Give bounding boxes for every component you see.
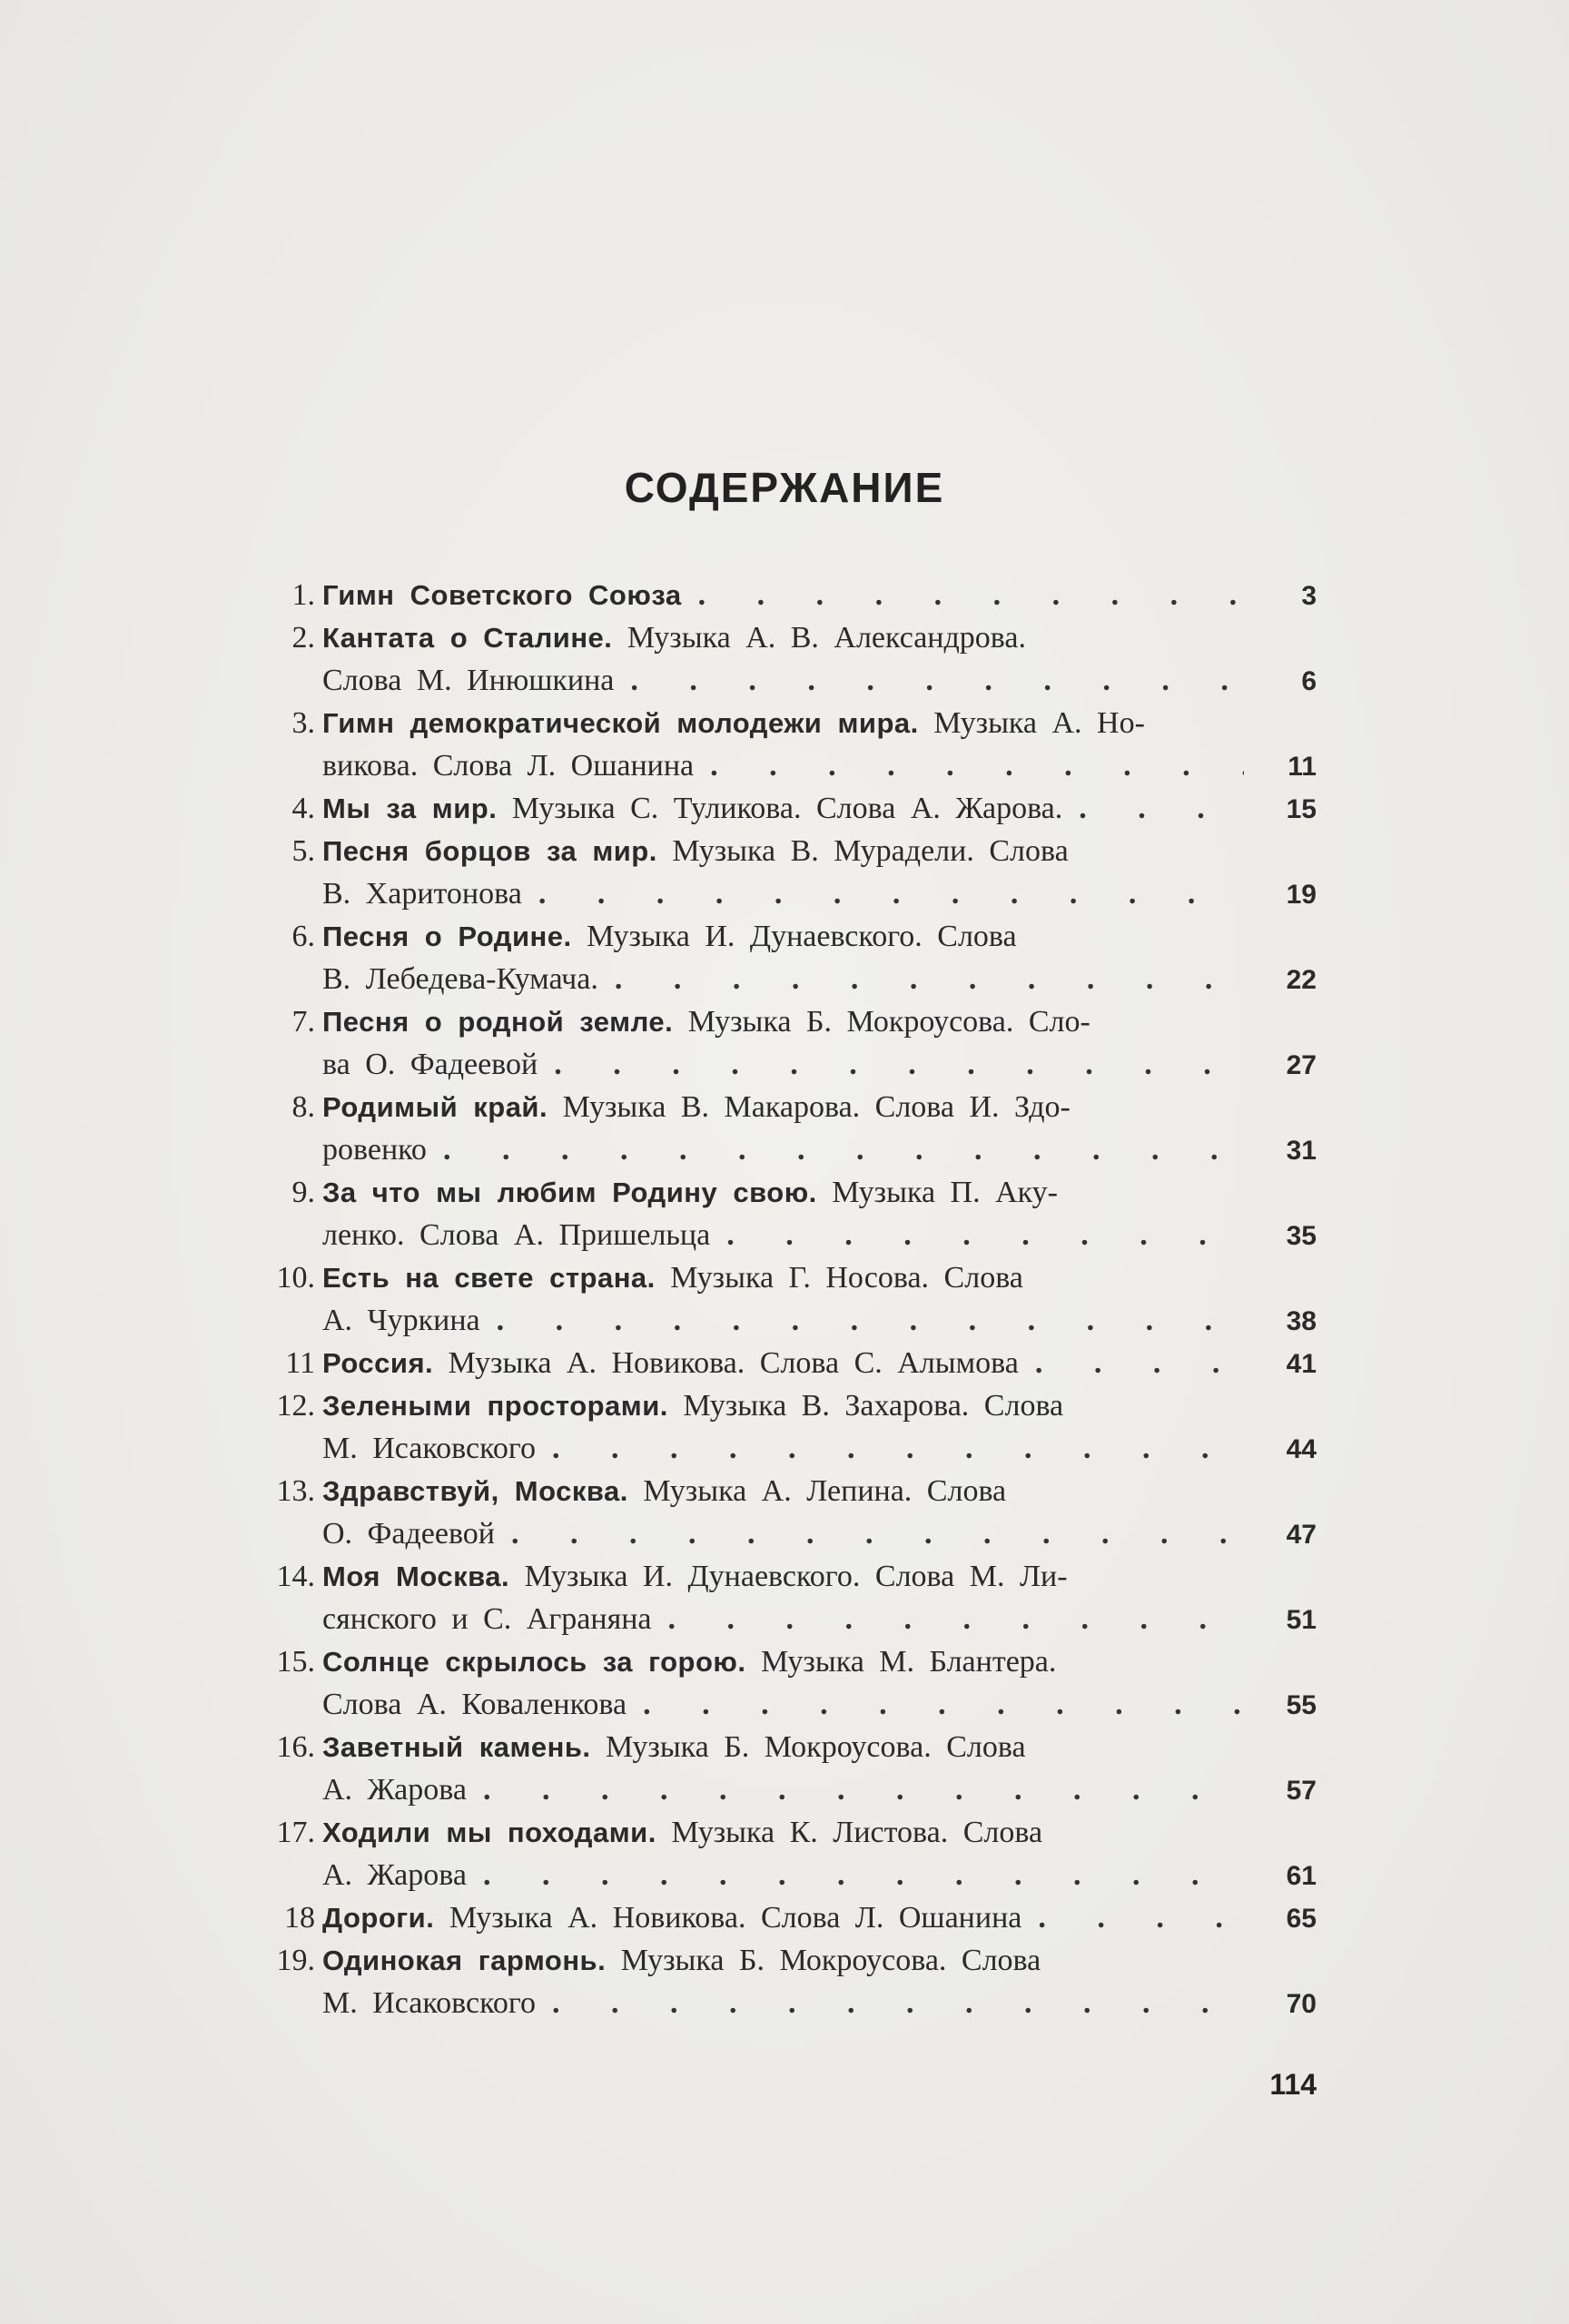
toc-entry-line xyxy=(263,1939,1317,1982)
entry-page-number: 31 xyxy=(1286,1136,1317,1166)
entry-number: 6. xyxy=(291,920,315,953)
entry-text xyxy=(322,1939,1041,1982)
credits: Музыка А. Новикова. Слова С. Алымова xyxy=(433,1346,1019,1380)
credits-continued: А. Жарова xyxy=(322,1858,467,1892)
toc-entry-line xyxy=(263,616,1317,659)
credits: Музыка В. Мурадели. Слова xyxy=(656,834,1069,868)
entry-number: 19. xyxy=(276,1944,315,1977)
toc-entry xyxy=(263,616,1317,702)
entry-text xyxy=(322,830,1069,872)
entry-number: 8. xyxy=(291,1090,315,1124)
song-title: Дороги. xyxy=(322,1902,435,1934)
dot-leader xyxy=(522,872,1244,915)
credits: Музыка С. Туликова. Слова А. Жарова. xyxy=(497,792,1063,825)
credits: Музыка Б. Мокроусова. Слова xyxy=(606,1944,1041,1977)
entry-text xyxy=(322,702,1145,744)
entry-number: 12. xyxy=(276,1389,315,1423)
toc-entry-line xyxy=(263,787,1317,830)
entry-page-number: 19 xyxy=(1286,880,1317,910)
page-title: СОДЕРЖАНИЕ xyxy=(624,464,945,511)
entry-number: 13. xyxy=(276,1474,315,1508)
entry-text xyxy=(322,787,1062,830)
song-title: Мы за мир. xyxy=(322,793,498,824)
toc-entry xyxy=(263,1256,1317,1342)
dot-leader xyxy=(467,1854,1244,1896)
dot-leader xyxy=(627,1683,1244,1726)
dot-leader xyxy=(598,958,1244,1000)
dot-leader xyxy=(536,1427,1244,1470)
entry-page-number: 65 xyxy=(1286,1904,1317,1934)
dot-leader xyxy=(495,1512,1244,1555)
entry-text xyxy=(322,1342,1019,1384)
credits: Музыка В. Захарова. Слова xyxy=(667,1389,1064,1423)
entry-number: 16. xyxy=(276,1730,315,1764)
toc-entry xyxy=(263,1555,1317,1640)
toc-entry-line xyxy=(263,1427,1317,1470)
credits: Музыка А. Лепина. Слова xyxy=(627,1474,1007,1508)
song-title: Кантата о Сталине. xyxy=(322,622,613,654)
dot-leader xyxy=(536,1982,1244,2024)
song-title: Песня о родной земле. xyxy=(322,1006,674,1038)
toc-entry xyxy=(263,574,1317,616)
dot-leader xyxy=(480,1299,1244,1342)
song-title: Зелеными просторами. xyxy=(322,1390,668,1422)
dot-leader xyxy=(538,1043,1244,1086)
entry-text xyxy=(322,574,682,616)
toc-entry-line xyxy=(263,1683,1317,1726)
credits-continued: В. Лебедева-Кумача. xyxy=(322,962,598,996)
song-title: Песня о Родине. xyxy=(322,921,572,952)
entry-text xyxy=(322,1555,1068,1598)
entry-page-number: 61 xyxy=(1286,1861,1317,1891)
credits-continued: викова. Слова Л. Ошанина xyxy=(322,749,695,783)
entry-number: 10. xyxy=(276,1261,315,1295)
toc-entry xyxy=(263,915,1317,1000)
toc-entry-line xyxy=(263,702,1317,744)
entry-number: 1. xyxy=(291,578,315,612)
toc-entry-line xyxy=(263,915,1317,958)
entry-page-number: 51 xyxy=(1286,1605,1317,1635)
toc-entry-line xyxy=(263,1854,1317,1896)
toc-entry xyxy=(263,1640,1317,1726)
entry-text xyxy=(322,1470,1006,1512)
toc-entry-line xyxy=(263,1342,1317,1384)
song-title: Моя Москва. xyxy=(322,1561,510,1592)
credits-continued: М. Исаковского xyxy=(322,1432,537,1465)
entry-number: 2. xyxy=(291,621,315,655)
entry-page-number: 27 xyxy=(1286,1050,1317,1080)
entry-text xyxy=(322,915,1017,958)
dot-leader xyxy=(1062,787,1244,830)
credits: Музыка П. Аку- xyxy=(816,1176,1059,1209)
entry-page-number: 55 xyxy=(1286,1690,1317,1720)
entry-number: 4. xyxy=(291,792,315,825)
song-title: Одинокая гармонь. xyxy=(322,1945,607,1976)
toc-entry-line xyxy=(263,744,1317,787)
entry-page-number: 22 xyxy=(1286,965,1317,995)
entry-page-number: 11 xyxy=(1288,752,1317,782)
toc-entry-line xyxy=(263,1171,1317,1214)
credits-continued: сянского и С. Аграняна xyxy=(322,1602,652,1636)
toc-entry xyxy=(263,1000,1317,1086)
entry-page-number: 3 xyxy=(1301,581,1317,611)
toc-entry-line xyxy=(263,1896,1317,1939)
toc-entry-line xyxy=(263,1768,1317,1811)
toc-entry-line xyxy=(263,958,1317,1000)
credits-continued: О. Фадеевой xyxy=(322,1517,496,1551)
entry-number: 17. xyxy=(276,1816,315,1849)
toc-entry xyxy=(263,1086,1317,1171)
credits: Музыка Г. Носова. Слова xyxy=(655,1261,1023,1295)
credits: Музыка А. В. Александрова. xyxy=(612,621,1026,655)
toc-entry xyxy=(263,1811,1317,1896)
toc-entry xyxy=(263,1171,1317,1256)
toc-entry xyxy=(263,1939,1317,2024)
entry-text xyxy=(322,1256,1023,1299)
toc-entry xyxy=(263,830,1317,915)
credits-continued: ва О. Фадеевой xyxy=(322,1048,538,1081)
song-title: Песня борцов за мир. xyxy=(322,835,657,867)
toc-entry-line xyxy=(263,1555,1317,1598)
credits: Музыка И. Дунаевского. Слова xyxy=(571,920,1017,953)
entry-page-number: 41 xyxy=(1286,1349,1317,1379)
toc-entry-line xyxy=(263,1470,1317,1512)
song-title: Заветный камень. xyxy=(322,1731,591,1763)
song-title: Есть на свете страна. xyxy=(322,1262,656,1294)
dot-leader xyxy=(467,1768,1244,1811)
toc-entry-line xyxy=(263,1299,1317,1342)
entry-number: 9. xyxy=(291,1176,315,1209)
toc-entry-line xyxy=(263,1256,1317,1299)
credits: Музыка А. Новикова. Слова Л. Ошанина xyxy=(434,1901,1022,1935)
entry-page-number: 57 xyxy=(1286,1776,1317,1806)
toc-entry-line xyxy=(263,1128,1317,1171)
entry-page-number: 38 xyxy=(1286,1306,1317,1336)
toc-entry-line xyxy=(263,1214,1317,1256)
toc-entry-line xyxy=(263,659,1317,702)
page-number: 114 xyxy=(1269,2068,1317,2101)
credits: Музыка И. Дунаевского. Слова М. Ли- xyxy=(509,1560,1068,1593)
song-title: Россия. xyxy=(322,1347,434,1379)
entry-page-number: 47 xyxy=(1286,1520,1317,1550)
credits-continued: М. Исаковского xyxy=(322,1986,537,2020)
table-of-contents xyxy=(263,574,1317,2024)
dot-leader xyxy=(1021,1896,1244,1939)
dot-leader xyxy=(614,659,1244,702)
toc-entry xyxy=(263,1470,1317,1555)
song-title: Ходили мы походами. xyxy=(322,1817,656,1848)
dot-leader xyxy=(682,574,1244,616)
credits: Музыка А. Но- xyxy=(918,706,1145,740)
credits: Музыка В. Макарова. Слова И. Здо- xyxy=(548,1090,1071,1124)
toc-entry xyxy=(263,1896,1317,1939)
credits: Музыка Б. Мокроусова. Слова xyxy=(590,1730,1026,1764)
toc-entry-line xyxy=(263,1512,1317,1555)
toc-entry-line xyxy=(263,872,1317,915)
credits-continued: А. Чуркина xyxy=(322,1304,480,1337)
entry-number: 15. xyxy=(276,1645,315,1679)
toc-entry-line xyxy=(263,1000,1317,1043)
toc-entry xyxy=(263,1342,1317,1384)
entry-text xyxy=(322,1171,1058,1214)
toc-entry-line xyxy=(263,1982,1317,2024)
entry-text xyxy=(322,1811,1042,1854)
song-title: За что мы любим Родину свою. xyxy=(322,1177,817,1208)
credits: Музыка М. Блантера. xyxy=(745,1645,1057,1679)
dot-leader xyxy=(1019,1342,1244,1384)
toc-entry-line xyxy=(263,1086,1317,1128)
entry-number: 18 xyxy=(284,1901,315,1935)
credits: Музыка К. Листова. Слова xyxy=(656,1816,1043,1849)
toc-entry-line xyxy=(263,1043,1317,1086)
toc-entry xyxy=(263,1384,1317,1470)
toc-entry-line xyxy=(263,574,1317,616)
entry-text xyxy=(322,1384,1063,1427)
song-title: Гимн демократической молодежи мира. xyxy=(322,707,919,739)
toc-entry-line xyxy=(263,1598,1317,1640)
entry-page-number: 15 xyxy=(1286,794,1317,824)
entry-page-number: 44 xyxy=(1286,1434,1317,1464)
toc-entry-line xyxy=(263,1811,1317,1854)
credits-continued: В. Харитонова xyxy=(322,877,522,911)
toc-entry xyxy=(263,787,1317,830)
credits: Музыка Б. Мокроусова. Сло- xyxy=(673,1005,1090,1039)
entry-page-number: 6 xyxy=(1301,666,1317,696)
toc-entry xyxy=(263,1726,1317,1811)
credits-continued: Слова А. Коваленкова xyxy=(322,1688,627,1721)
entry-text xyxy=(322,1086,1071,1128)
toc-entry-line xyxy=(263,830,1317,872)
dot-leader xyxy=(652,1598,1245,1640)
credits-continued: ровенко xyxy=(322,1133,427,1167)
song-title: Родимый край. xyxy=(322,1091,548,1123)
entry-text xyxy=(322,1640,1056,1683)
entry-text xyxy=(322,616,1026,659)
song-title: Здравствуй, Москва. xyxy=(322,1475,628,1507)
entry-number: 7. xyxy=(291,1005,315,1039)
entry-number: 11 xyxy=(285,1346,315,1380)
credits-continued: ленко. Слова А. Пришельца xyxy=(322,1218,711,1252)
entry-text xyxy=(322,1896,1021,1939)
credits-continued: А. Жарова xyxy=(322,1773,467,1807)
entry-number: 3. xyxy=(291,706,315,740)
toc-entry-line xyxy=(263,1640,1317,1683)
entry-text xyxy=(322,1000,1090,1043)
toc-entry-line xyxy=(263,1726,1317,1768)
entry-number: 5. xyxy=(291,834,315,868)
song-title: Солнце скрылось за горою. xyxy=(322,1646,746,1678)
entry-number: 14. xyxy=(276,1560,315,1593)
credits-continued: Слова М. Инюшкина xyxy=(322,664,615,697)
toc-entry xyxy=(263,702,1317,787)
dot-leader xyxy=(710,1214,1244,1256)
toc-entry-line xyxy=(263,1384,1317,1427)
dot-leader xyxy=(427,1128,1244,1171)
song-title: Гимн Советского Союза xyxy=(322,579,682,611)
dot-leader xyxy=(694,744,1244,787)
entry-page-number: 35 xyxy=(1286,1221,1317,1251)
entry-page-number: 70 xyxy=(1286,1989,1317,2019)
entry-text xyxy=(322,1726,1026,1768)
